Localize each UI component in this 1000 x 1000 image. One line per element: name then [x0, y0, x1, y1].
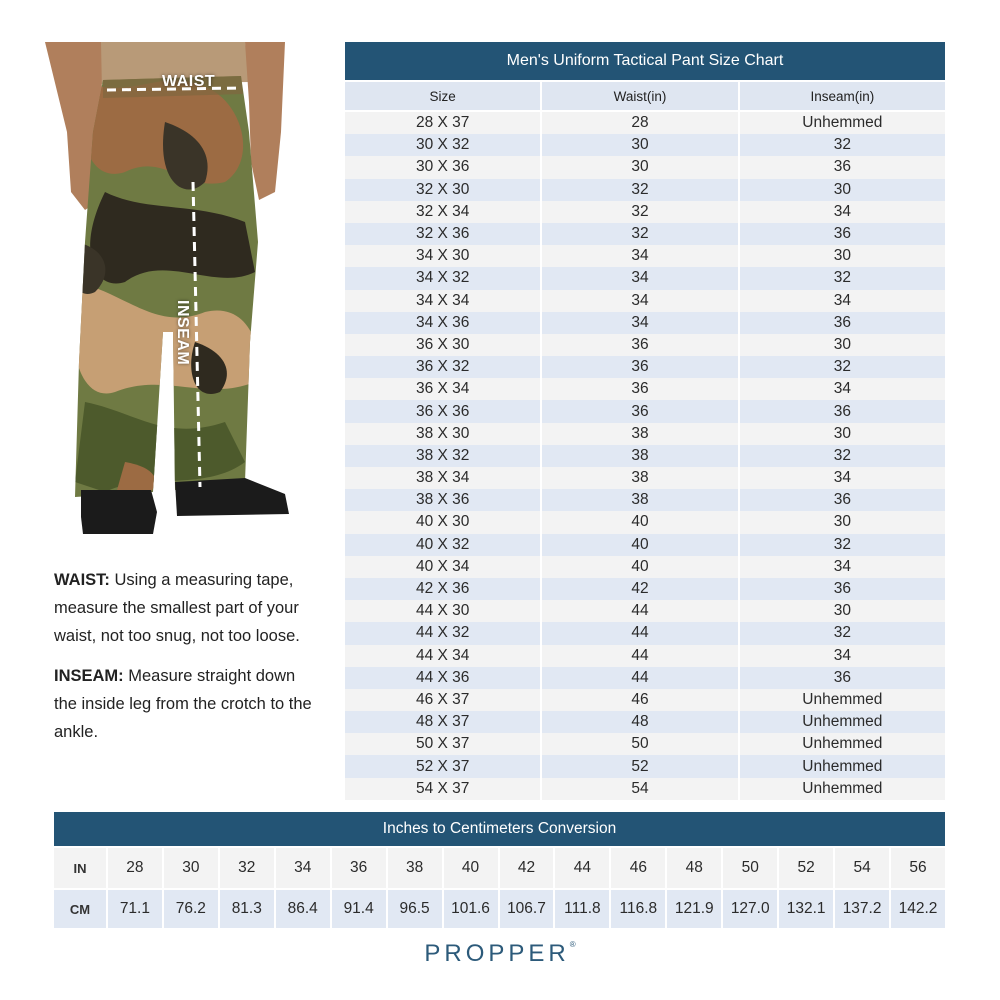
inseam-cell: 32: [740, 445, 945, 467]
waist-cell: 52: [542, 755, 737, 777]
size-cell: 40 X 32: [345, 534, 540, 556]
inseam-cell: 36: [740, 312, 945, 334]
waist-cell: 34: [542, 312, 737, 334]
inseam-text: Measure straight down the inside leg from the crotch to the ankle.: [54, 667, 312, 741]
size-cell: 44 X 30: [345, 600, 540, 622]
size-cell: 44 X 36: [345, 667, 540, 689]
waist-cell: 36: [542, 356, 737, 378]
inches-cell: 36: [332, 848, 386, 888]
size-cell: 28 X 37: [345, 112, 540, 134]
centimeters-cell: 81.3: [220, 890, 274, 928]
inseam-cell: 30: [740, 511, 945, 533]
inseam-cell: Unhemmed: [740, 755, 945, 777]
centimeters-cell: 96.5: [388, 890, 442, 928]
measurement-instructions: [54, 566, 316, 758]
propper-logo: [0, 940, 1000, 968]
centimeters-cell: 116.8: [611, 890, 665, 928]
table-row: [345, 711, 945, 733]
size-cell: 38 X 34: [345, 467, 540, 489]
header-waist: Waist(in): [542, 82, 737, 110]
centimeters-cell: 86.4: [276, 890, 330, 928]
inseam-cell: 36: [740, 667, 945, 689]
size-cell: 34 X 30: [345, 245, 540, 267]
inseam-cell: 32: [740, 134, 945, 156]
table-row: [345, 445, 945, 467]
inseam-cell: Unhemmed: [740, 733, 945, 755]
inches-cell: 50: [723, 848, 777, 888]
inseam-cell: 30: [740, 600, 945, 622]
inches-cell: 56: [891, 848, 945, 888]
centimeters-cell: 137.2: [835, 890, 889, 928]
inseam-cell: 32: [740, 622, 945, 644]
inseam-cell: Unhemmed: [740, 689, 945, 711]
table-row: [345, 755, 945, 777]
registered-mark: ®: [569, 940, 576, 949]
inches-cell: 40: [444, 848, 498, 888]
inseam-cell: 34: [740, 378, 945, 400]
table-row: [345, 334, 945, 356]
table-row: [345, 400, 945, 422]
conversion-table: [54, 812, 945, 928]
waist-cell: 34: [542, 267, 737, 289]
table-row: [345, 578, 945, 600]
inches-cell: 34: [276, 848, 330, 888]
table-row: [345, 356, 945, 378]
centimeters-cell: 76.2: [164, 890, 218, 928]
size-cell: 44 X 32: [345, 622, 540, 644]
inseam-cell: 34: [740, 290, 945, 312]
size-cell: 46 X 37: [345, 689, 540, 711]
header-inseam: Inseam(in): [740, 82, 945, 110]
waist-cell: 44: [542, 622, 737, 644]
inches-cell: 46: [611, 848, 665, 888]
size-cell: 54 X 37: [345, 778, 540, 800]
waist-instruction: [54, 566, 316, 650]
size-cell: 40 X 34: [345, 556, 540, 578]
inseam-cell: 32: [740, 356, 945, 378]
inches-cell: 54: [835, 848, 889, 888]
table-row: [345, 689, 945, 711]
inseam-guide-label: INSEAM: [174, 300, 191, 366]
inseam-cell: 32: [740, 534, 945, 556]
inseam-cell: Unhemmed: [740, 711, 945, 733]
table-row: [345, 511, 945, 533]
table-row: [345, 467, 945, 489]
centimeters-cell: 127.0: [723, 890, 777, 928]
size-cell: 52 X 37: [345, 755, 540, 777]
centimeters-cell: 101.6: [444, 890, 498, 928]
inseam-cell: 30: [740, 334, 945, 356]
inseam-instruction: [54, 662, 316, 746]
size-cell: 30 X 36: [345, 156, 540, 178]
table-row: [345, 622, 945, 644]
size-chart-table: [345, 42, 945, 800]
size-chart-title: Men's Uniform Tactical Pant Size Chart: [345, 42, 945, 80]
waist-cell: 38: [542, 423, 737, 445]
centimeters-cell: 142.2: [891, 890, 945, 928]
table-row: [345, 423, 945, 445]
inseam-cell: 34: [740, 201, 945, 223]
inseam-cell: 36: [740, 489, 945, 511]
conversion-title: Inches to Centimeters Conversion: [54, 812, 945, 846]
waist-cell: 32: [542, 179, 737, 201]
header-size: Size: [345, 82, 540, 110]
size-cell: 36 X 32: [345, 356, 540, 378]
waist-cell: 36: [542, 378, 737, 400]
size-cell: 34 X 34: [345, 290, 540, 312]
size-cell: 38 X 36: [345, 489, 540, 511]
table-row: [345, 290, 945, 312]
size-cell: 30 X 32: [345, 134, 540, 156]
waist-cell: 38: [542, 445, 737, 467]
inseam-cell: 34: [740, 645, 945, 667]
table-row: [345, 378, 945, 400]
pants-model-image: [45, 42, 300, 542]
centimeters-cell: 91.4: [332, 890, 386, 928]
centimeters-cell: 111.8: [555, 890, 609, 928]
waist-cell: 36: [542, 400, 737, 422]
waist-cell: 36: [542, 334, 737, 356]
inseam-cell: 30: [740, 423, 945, 445]
inseam-cell: 32: [740, 267, 945, 289]
table-row: [345, 645, 945, 667]
size-cell: 32 X 30: [345, 179, 540, 201]
size-cell: 34 X 36: [345, 312, 540, 334]
size-chart-header: [345, 82, 945, 110]
inseam-heading: INSEAM:: [54, 667, 124, 685]
inseam-cell: 30: [740, 245, 945, 267]
waist-cell: 32: [542, 201, 737, 223]
centimeters-cell: 106.7: [500, 890, 554, 928]
table-row: [345, 778, 945, 800]
table-row: [345, 733, 945, 755]
inseam-cell: 34: [740, 556, 945, 578]
waist-text: Using a measuring tape, measure the smallest part of your waist, not too snug, not too loose.: [54, 571, 300, 645]
inches-cell: 44: [555, 848, 609, 888]
waist-guide-label: WAIST: [162, 73, 216, 90]
inches-row: [54, 848, 945, 888]
table-row: [345, 223, 945, 245]
size-cell: 32 X 36: [345, 223, 540, 245]
brand-name: PROPPER: [424, 940, 570, 967]
inches-cell: 52: [779, 848, 833, 888]
waist-cell: 44: [542, 645, 737, 667]
table-row: [345, 312, 945, 334]
table-row: [345, 534, 945, 556]
inseam-cell: 36: [740, 223, 945, 245]
size-cell: 40 X 30: [345, 511, 540, 533]
centimeters-cell: 132.1: [779, 890, 833, 928]
waist-cell: 42: [542, 578, 737, 600]
centimeters-cell: 121.9: [667, 890, 721, 928]
waist-cell: 50: [542, 733, 737, 755]
waist-cell: 54: [542, 778, 737, 800]
size-chart-rows: [345, 112, 945, 800]
inches-cell: 28: [108, 848, 162, 888]
inseam-cell: 30: [740, 179, 945, 201]
table-row: [345, 112, 945, 134]
waist-cell: 38: [542, 467, 737, 489]
centimeters-row: [54, 890, 945, 928]
inches-cell: 38: [388, 848, 442, 888]
size-cell: 48 X 37: [345, 711, 540, 733]
waist-cell: 28: [542, 112, 737, 134]
waist-heading: WAIST:: [54, 571, 110, 589]
camo-pants-illustration: [45, 42, 300, 542]
table-row: [345, 667, 945, 689]
size-cell: 50 X 37: [345, 733, 540, 755]
waist-cell: 40: [542, 511, 737, 533]
waist-cell: 44: [542, 667, 737, 689]
inches-cell: 30: [164, 848, 218, 888]
table-row: [345, 556, 945, 578]
table-row: [345, 267, 945, 289]
inseam-cell: 34: [740, 467, 945, 489]
size-cell: 36 X 34: [345, 378, 540, 400]
table-row: [345, 179, 945, 201]
inseam-cell: Unhemmed: [740, 112, 945, 134]
size-cell: 36 X 30: [345, 334, 540, 356]
waist-cell: 34: [542, 245, 737, 267]
waist-cell: 46: [542, 689, 737, 711]
table-row: [345, 600, 945, 622]
size-cell: 42 X 36: [345, 578, 540, 600]
waist-cell: 38: [542, 489, 737, 511]
size-cell: 32 X 34: [345, 201, 540, 223]
inches-cell: 48: [667, 848, 721, 888]
waist-cell: 32: [542, 223, 737, 245]
size-cell: 38 X 32: [345, 445, 540, 467]
size-cell: 34 X 32: [345, 267, 540, 289]
centimeters-label: CM: [54, 890, 106, 928]
inseam-cell: 36: [740, 578, 945, 600]
waist-cell: 44: [542, 600, 737, 622]
size-cell: 36 X 36: [345, 400, 540, 422]
size-cell: 44 X 34: [345, 645, 540, 667]
waist-cell: 30: [542, 134, 737, 156]
inches-label: IN: [54, 848, 106, 888]
table-row: [345, 245, 945, 267]
table-row: [345, 156, 945, 178]
inches-cell: 32: [220, 848, 274, 888]
waist-cell: 40: [542, 534, 737, 556]
waist-cell: 30: [542, 156, 737, 178]
inseam-cell: 36: [740, 156, 945, 178]
table-row: [345, 201, 945, 223]
waist-cell: 40: [542, 556, 737, 578]
inches-cell: 42: [500, 848, 554, 888]
centimeters-cell: 71.1: [108, 890, 162, 928]
table-row: [345, 489, 945, 511]
waist-cell: 48: [542, 711, 737, 733]
waist-cell: 34: [542, 290, 737, 312]
inseam-cell: 36: [740, 400, 945, 422]
inseam-cell: Unhemmed: [740, 778, 945, 800]
table-row: [345, 134, 945, 156]
size-cell: 38 X 30: [345, 423, 540, 445]
